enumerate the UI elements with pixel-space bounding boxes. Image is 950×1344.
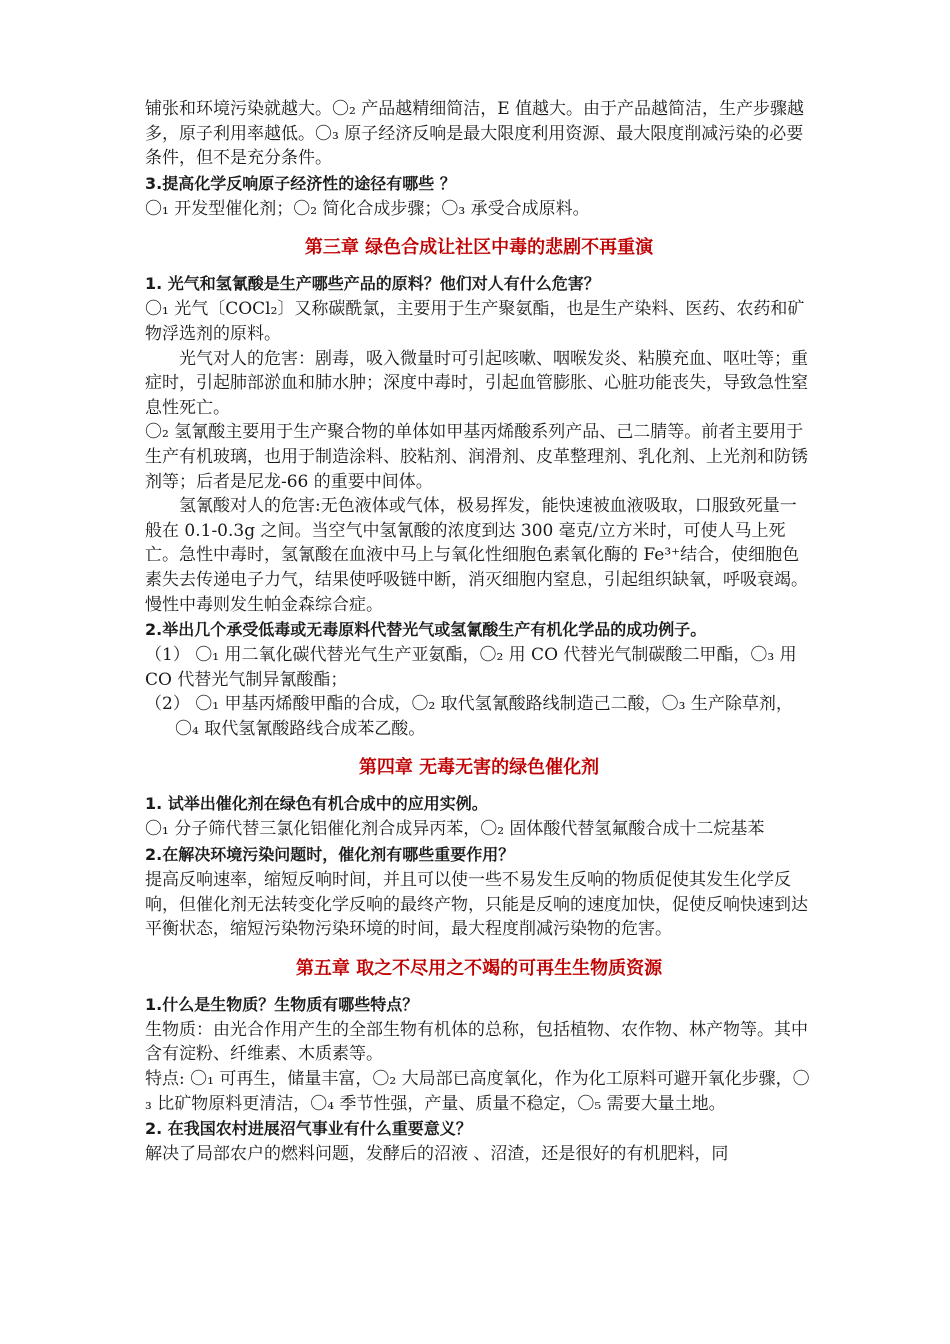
paragraph: 〇₁ 光气〔COCl₂〕又称碳酰氯，主要用于生产聚氨酯，也是生产染料、医药、农药和矿物浮选剂的原料。 <box>145 299 805 344</box>
paragraph: 提高反响速率，缩短反响时间，并且可以使一些不易发生反响的物质促使其发生化学反响，但催化剂无法转变化学反响的最终产物，只能是反响的速度加快，促使反响快速到达平衡状态，缩短污染物污染环境的时间，最大程度削减污染物的危害。 <box>145 870 808 940</box>
paragraph: 生物质：由光合作用产生的全部生物有机体的总称，包括植物、农作物、林产物等。其中含有淀粉、纤维素、木质素等。 <box>145 1019 808 1065</box>
paragraph: 氢氰酸对人的危害:无色液体或气体，极易挥发，能快速被血液吸取，口服致死量一般在 0.1-0.3g 之间。当空气中氢氰酸的浓度到达 300 毫克/立方米时，可使人马上死亡。急性中毒时，氢氰酸在血液中马上与氧化性细胞色素氧化酶的 Fe³⁺结合，使细胞色素失去传递电子力气，结果使呼吸链中断，消灭细胞内窒息，引起组织缺氧，呼吸衰竭。慢性中毒则发生帕金森综合症。 <box>145 496 808 615</box>
paragraph: 光气对人的危害：剧毒，吸入微量时可引起咳嗽、咽喉发炎、粘膜充血、呕吐等；重症时，引起肺部淤血和肺水肿；深度中毒时，引起血管膨胀、心脏功能丧失，导致急性窒息性死亡。 <box>145 348 808 418</box>
paragraph: 〇₁ 分子筛代替三氯化铝催化剂合成异丙苯，〇₂ 固体酸代替氢氟酸合成十二烷基苯 <box>145 819 765 840</box>
question-heading: 2.举出几个承受低毒或无毒原料代替光气或氢氰酸生产有机化学品的成功例子。 <box>145 620 707 640</box>
question-heading: 2. 在我国农村进展沼气事业有什么重要意义？ <box>145 1119 472 1139</box>
chapter-title: 第五章 取之不尽用之不竭的可再生生物质资源 <box>295 957 663 979</box>
list-item-continuation: 〇₄ 取代氢氰酸路线合成苯乙酸。 <box>175 718 426 739</box>
paragraph: 〇₁ 开发型催化剂；〇₂ 简化合成步骤；〇₃ 承受合成原料。 <box>145 198 590 219</box>
chapter-title: 第四章 无毒无害的绿色催化剂 <box>358 757 600 779</box>
question-heading: 3.提高化学反响原子经济性的途径有哪些 ？ <box>145 173 456 193</box>
question-heading: 1. 光气和氢氰酸是生产哪些产品的原料？他们对人有什么危害？ <box>145 274 600 294</box>
question-heading: 2.在解决环境污染问题时，催化剂有哪些重要作用？ <box>145 845 515 865</box>
question-heading: 1.什么是生物质？生物质有哪些特点？ <box>145 994 419 1014</box>
list-item: （2） 〇₁ 甲基丙烯酸甲酯的合成，〇₂ 取代氢氰酸路线制造己二酸，〇₃ 生产除草剂， <box>145 694 793 715</box>
paragraph: 铺张和环境污染就越大。〇₂ 产品越精细简洁，E 值越大。由于产品越简洁，生产步骤越多，原子利用率越低。〇₃ 原子经济反响是最大限度利用资源、最大限度削减污染的必要条件，但不是充分条件。 <box>145 99 805 169</box>
paragraph: 解决了局部农户的燃料问题，发酵后的沼液 、沼渣，还是很好的有机肥料，同 <box>145 1144 729 1165</box>
document-body <box>145 97 813 1167</box>
chapter-title: 第三章 绿色合成让社区中毒的悲剧不再重演 <box>304 237 654 259</box>
list-item-continuation: CO 代替光气制异氰酸酯； <box>145 669 348 690</box>
list-item: （1） 〇₁ 用二氧化碳代替光气生产亚氨酯，〇₂ 用 CO 代替光气制碳酸二甲酯，〇₃ 用 <box>145 645 797 666</box>
paragraph: 〇₂ 氢氰酸主要用于生产聚合物的单体如甲基丙烯酸系列产品、己二腈等。前者主要用于生产有机玻璃，也用于制造涂料、胶粘剂、润滑剂、皮革整理剂、乳化剂、上光剂和防锈剂等；后者是尼龙-66 的重要中间体。 <box>145 422 808 492</box>
paragraph: 特点: 〇₁ 可再生，储量丰富，〇₂ 大局部已高度氧化，作为化工原料可避开氧化步骤，〇₃ 比矿物原料更清洁，〇₄ 季节性强，产量、质量不稳定，〇₅ 需要大量土地。 <box>145 1069 810 1114</box>
question-heading: 1. 试举出催化剂在绿色有机合成中的应用实例。 <box>145 794 488 814</box>
